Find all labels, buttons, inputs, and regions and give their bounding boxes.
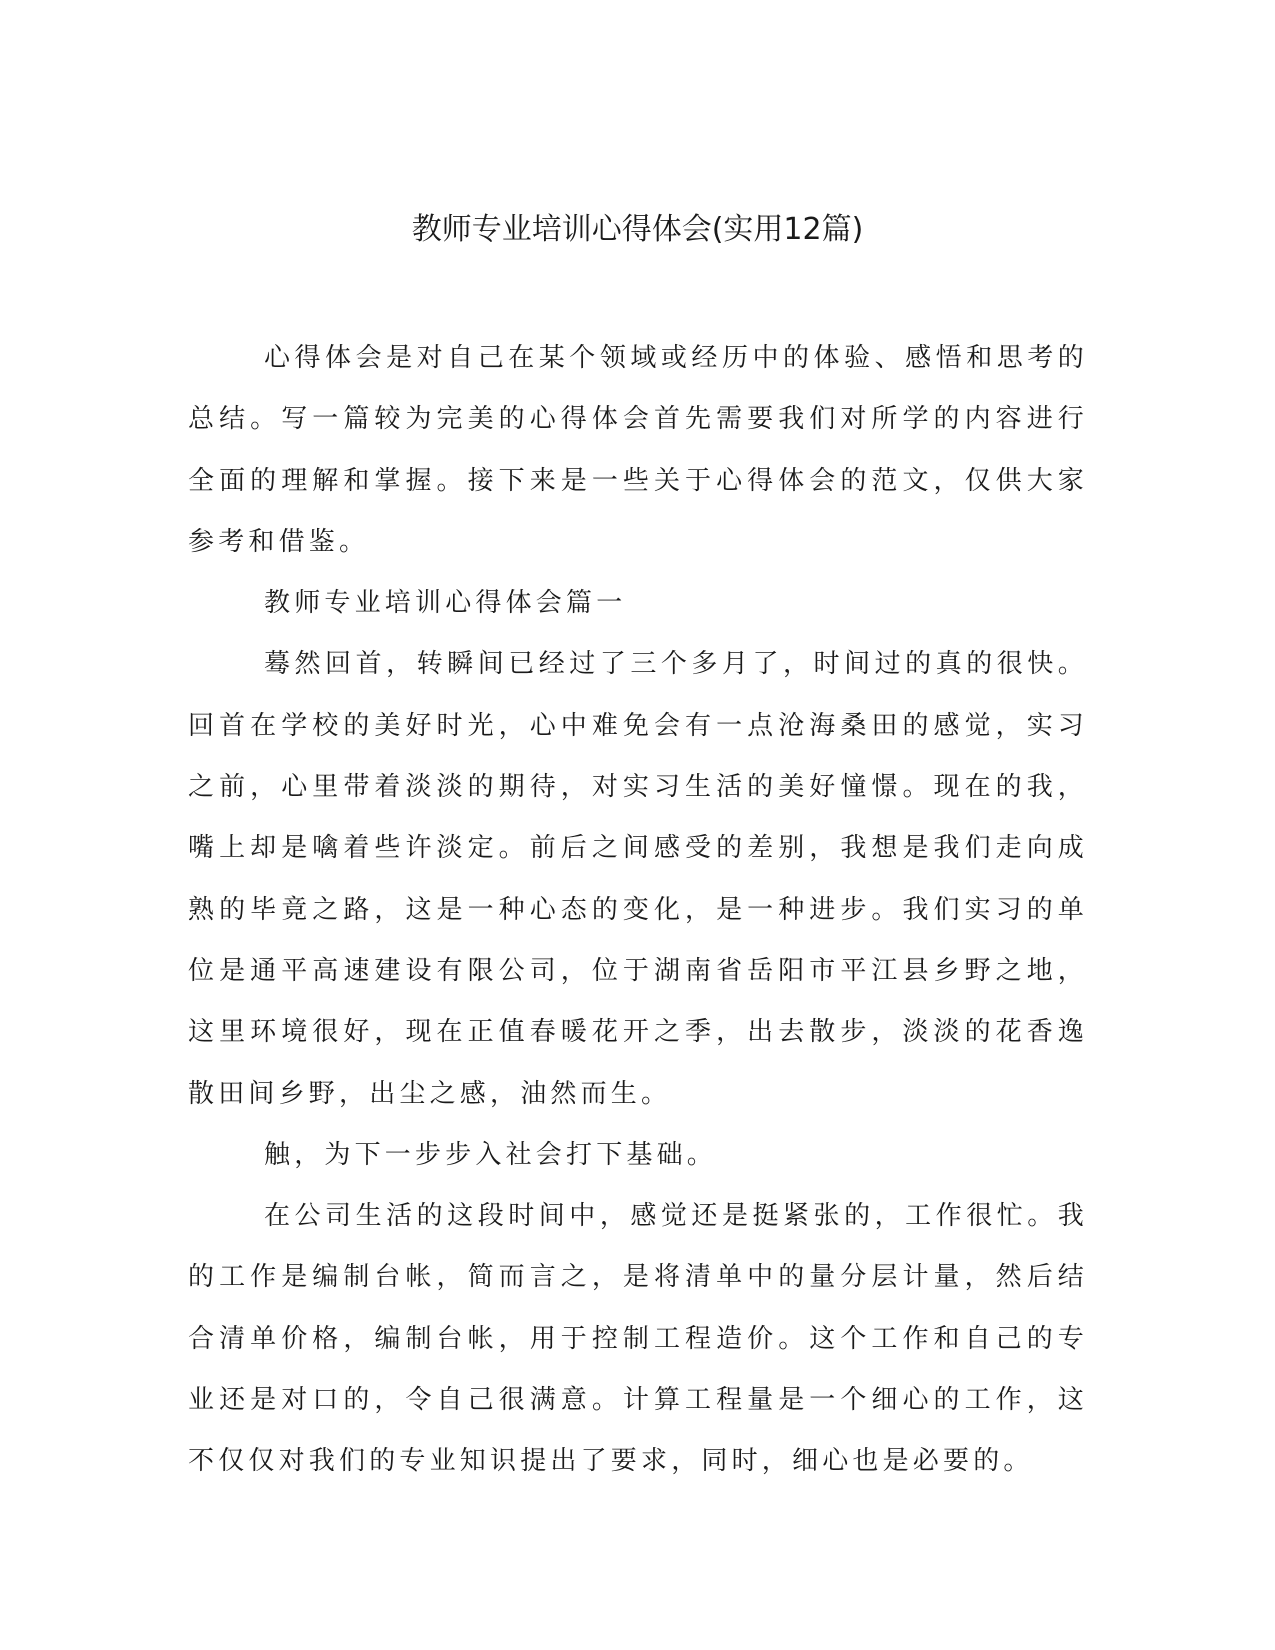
section-heading: 教师专业培训心得体会篇一 <box>264 588 627 619</box>
document-title: 教师专业培训心得体会(实用12篇) <box>411 212 864 247</box>
intro-paragraph: 心得体会是对自己在某个领域或经历中的体验、感悟和思考的总结。写一篇较为完美的心得体会首先需要我们对所学的内容进行全面的理解和掌握。接下来是一些关于心得体会的范文，仅供大家参考和借鉴。 <box>188 343 1088 557</box>
body-paragraph: 在公司生活的这段时间中，感觉还是挺紧张的，工作很忙。我的工作是编制台帐，简而言之，是将清单中的量分层计量，然后结合清单价格，编制台帐，用于控制工程造价。这个工作和自己的专业还是对口的，令自己很满意。计算工程量是一个细心的工作，这不仅仅对我们的专业知识提出了要求，同时，细心也是必要的。 <box>188 1201 1088 1477</box>
body-paragraph: 蓦然回首，转瞬间已经过了三个多月了，时间过的真的很快。回首在学校的美好时光，心中难免会有一点沧海桑田的感觉，实习之前，心里带着淡淡的期待，对实习生活的美好憧憬。现在的我，嘴上却是噙着些许淡定。前后之间感受的差别，我想是我们走向成熟的毕竟之路，这是一种心态的变化，是一种进步。我们实习的单位是通平高速建设有限公司，位于湖南省岳阳市平江县乡野之地，这里环境很好，现在正值春暖花开之季，出去散步，淡淡的花香逸散田间乡野，出尘之感，油然而生。 <box>188 649 1088 1109</box>
body-paragraph: 触，为下一步步入社会打下基础。 <box>264 1139 718 1170</box>
document-body <box>188 328 1088 1493</box>
